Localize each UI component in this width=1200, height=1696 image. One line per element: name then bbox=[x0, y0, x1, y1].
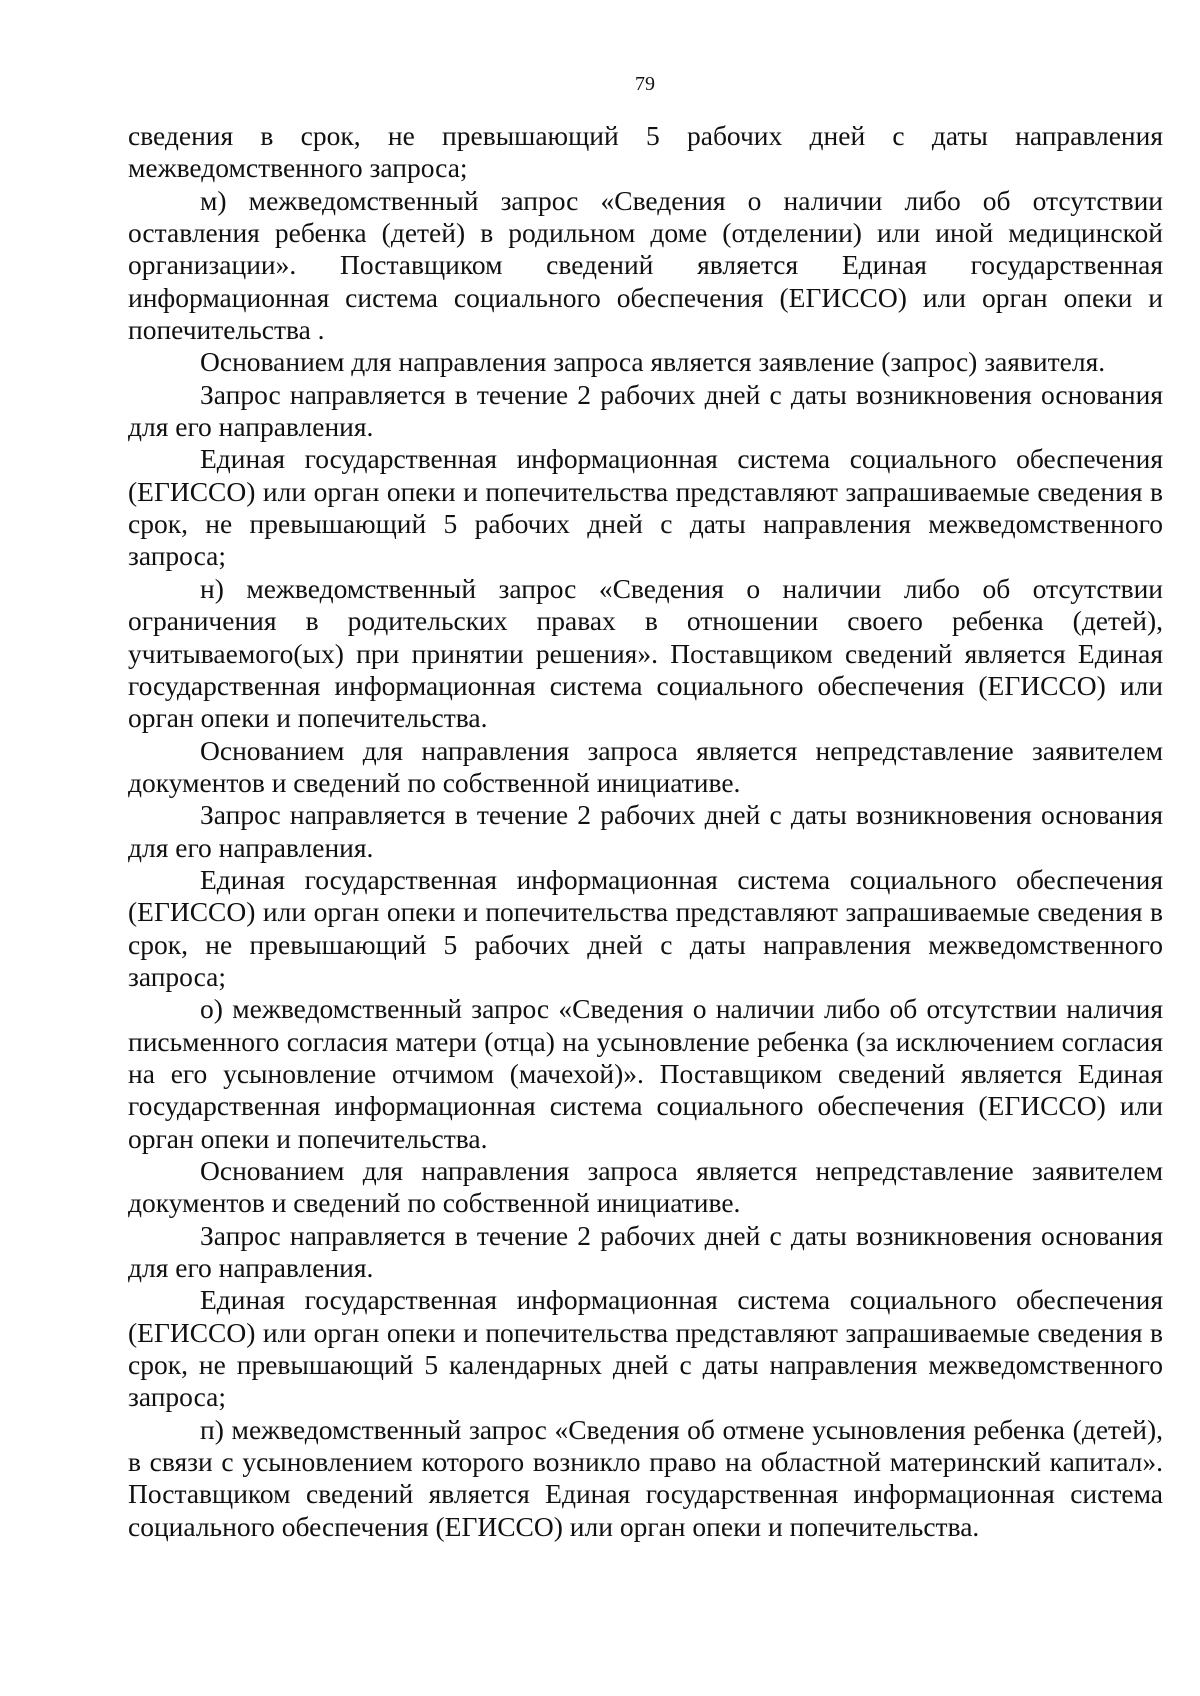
paragraph: Запрос направляется в течение 2 рабочих дней с даты возникновения основания для его направления. bbox=[128, 378, 1163, 443]
paragraph: Запрос направляется в течение 2 рабочих дней с даты возникновения основания для его направления. bbox=[128, 799, 1163, 863]
paragraph: сведения в срок, не превышающий 5 рабочих дней с даты направления межведомственного запроса; bbox=[128, 120, 1163, 184]
paragraph: Единая государственная информационная система социального обеспечения (ЕГИССО) или орган опеки и попечительства представляют запрашиваемые сведения в срок, не превышающий 5 рабочих дней с даты направления межведомственного запроса; bbox=[128, 443, 1163, 572]
paragraph: Единая государственная информационная система социального обеспечения (ЕГИССО) или орган опеки и попечительства представляют запрашиваемые сведения в срок, не превышающий 5 календарных дней с даты направления межведомственного запроса; bbox=[128, 1284, 1163, 1413]
paragraph: Запрос направляется в течение 2 рабочих дней с даты возникновения основания для его направления. bbox=[128, 1219, 1163, 1284]
paragraph: м) межведомственный запрос «Сведения о наличии либо об отсутствии оставления ребенка (детей) в родильном доме (отделении) или иной медицинской организации». Поставщиком сведений является Единая государственная информационная система социального обеспечения (ЕГИССО) или орган опеки и попечительства . bbox=[128, 184, 1163, 346]
page-number: 79 bbox=[635, 73, 655, 95]
paragraph: п) межведомственный запрос «Сведения об отмене усыновления ребенка (детей), в связи с усыновлением которого возникло право на областной материнский капитал». Поставщиком сведений является Единая государственная информационная система социального обеспечения (ЕГИССО) или орган опеки и попечительства. bbox=[128, 1413, 1163, 1542]
paragraph: н) межведомственный запрос «Сведения о наличии либо об отсутствии ограничения в родительских правах в отношении своего ребенка (детей), учитываемого(ых) при принятии решения». Поставщиком сведений является Единая государственная информационная система социального обеспечения (ЕГИССО) или орган опеки и попечительства. bbox=[128, 572, 1163, 734]
paragraph: о) межведомственный запрос «Сведения о наличии либо об отсутствии наличия письменного согласия матери (отца) на усыновление ребенка (за исключением согласия на его усыновление отчимом (мачехой)». Поставщиком сведений является Единая государственная информационная система социального обеспечения (ЕГИССО) или орган опеки и попечительства. bbox=[128, 993, 1163, 1154]
paragraph: Основанием для направления запроса является заявление (запрос) заявителя. bbox=[200, 346, 1106, 378]
paragraph: Основанием для направления запроса является непредставление заявителем документов и сведений по собственной инициативе. bbox=[128, 1155, 1163, 1219]
document-body bbox=[128, 120, 1163, 1543]
paragraph: Основанием для направления запроса является непредставление заявителем документов и сведений по собственной инициативе. bbox=[128, 734, 1163, 798]
paragraph: Единая государственная информационная система социального обеспечения (ЕГИССО) или орган опеки и попечительства представляют запрашиваемые сведения в срок, не превышающий 5 рабочих дней с даты направления межведомственного запроса; bbox=[128, 863, 1163, 992]
